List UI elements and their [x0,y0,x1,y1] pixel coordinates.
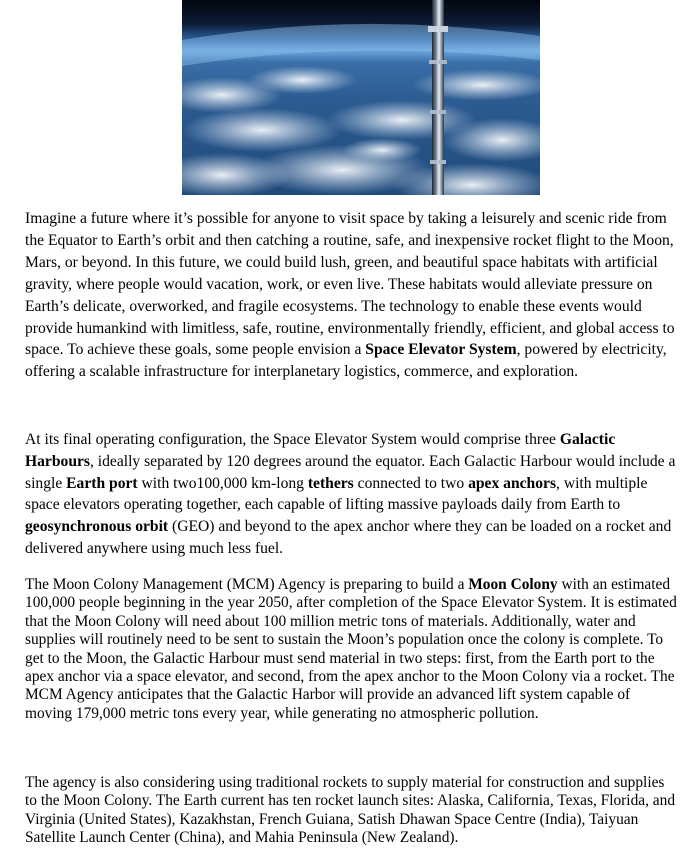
term-galactic-harbours: Galactic Harbours [25,431,616,470]
space-elevator-photo-icon [182,0,540,195]
term-apex-anchors: apex anchors [468,474,557,492]
term-geosynchronous-orbit: geosynchronous orbit [25,518,169,536]
moon-colony-paragraph: The Moon Colony Management (MCM) Agency is preparing to build a Moon Colony with an estimated 100,000 people beginning in the year 2050, after completion of the Space Elevator System. It is estimated that the Moon Colony will need about 100 million metric tons of materials. Additionally, water and supplies will routinely need to be sent to sustain the Moon’s population once the colony is complete. To get to the Moon, the Galactic Harbour must send material in two steps: first, from the Earth port to the apex anchor via a space elevator, and second, from the apex anchor to the Moon Colony via a rocket. The MCM Agency anticipates that the Galactic Harbor will provide an advanced lift system capable of moving 179,000 metric tons every year, while generating no atmospheric pollution. [25,576,677,722]
space-elevator-image [182,0,540,195]
configuration-paragraph: At its final operating configuration, the Space Elevator System would comprise three Galactic Harbours, ideally separated by 120 degrees around the equator. Each Galactic Harbour would include a single Earth port with two100,000 km-long tethers connected to two apex anchors, with multiple space elevators operating together, each capable of lifting massive payloads daily from Earth to geosynchronous orbit (GEO) and beyond to the apex anchor where they can be loaded on a rocket and delivered anywhere using much less fuel. [25,431,676,557]
intro-paragraph: Imagine a future where it’s possible for anyone to visit space by taking a leisurely and scenic ride from the Equator to Earth’s orbit and then catching a routine, safe, and inexpensive rocket flight to the Moon, Mars, or beyond. In this future, we could build lush, green, and beautiful space habitats with artificial gravity, where people would vacation, work, or even live. These habitats would alleviate pressure on Earth’s delicate, overworked, and fragile ecosystems. The technology to enable these events would provide humankind with limitless, safe, routine, environmentally friendly, efficient, and global access to space. To achieve these goals, some people envision a Space Elevator System, powered by electricity, offering a scalable infrastructure for interplanetary logistics, commerce, and exploration. [25,210,675,381]
term-space-elevator-system: Space Elevator System [365,341,517,359]
rockets-paragraph: The agency is also considering using traditional rockets to supply material for construction and supplies to the Moon Colony. The Earth current has ten rocket launch sites: Alaska, California, Texas, Florida, and Virginia (United States), Kazakhstan, French Guiana, Satish Dhawan Space Centre (India), Taiyuan Satellite Launch Center (China), and Mahia Peninsula (New Zealand). [25,774,676,847]
term-earth-port: Earth port [66,474,138,492]
term-moon-colony: Moon Colony [468,576,558,593]
term-tethers: tethers [307,474,354,492]
